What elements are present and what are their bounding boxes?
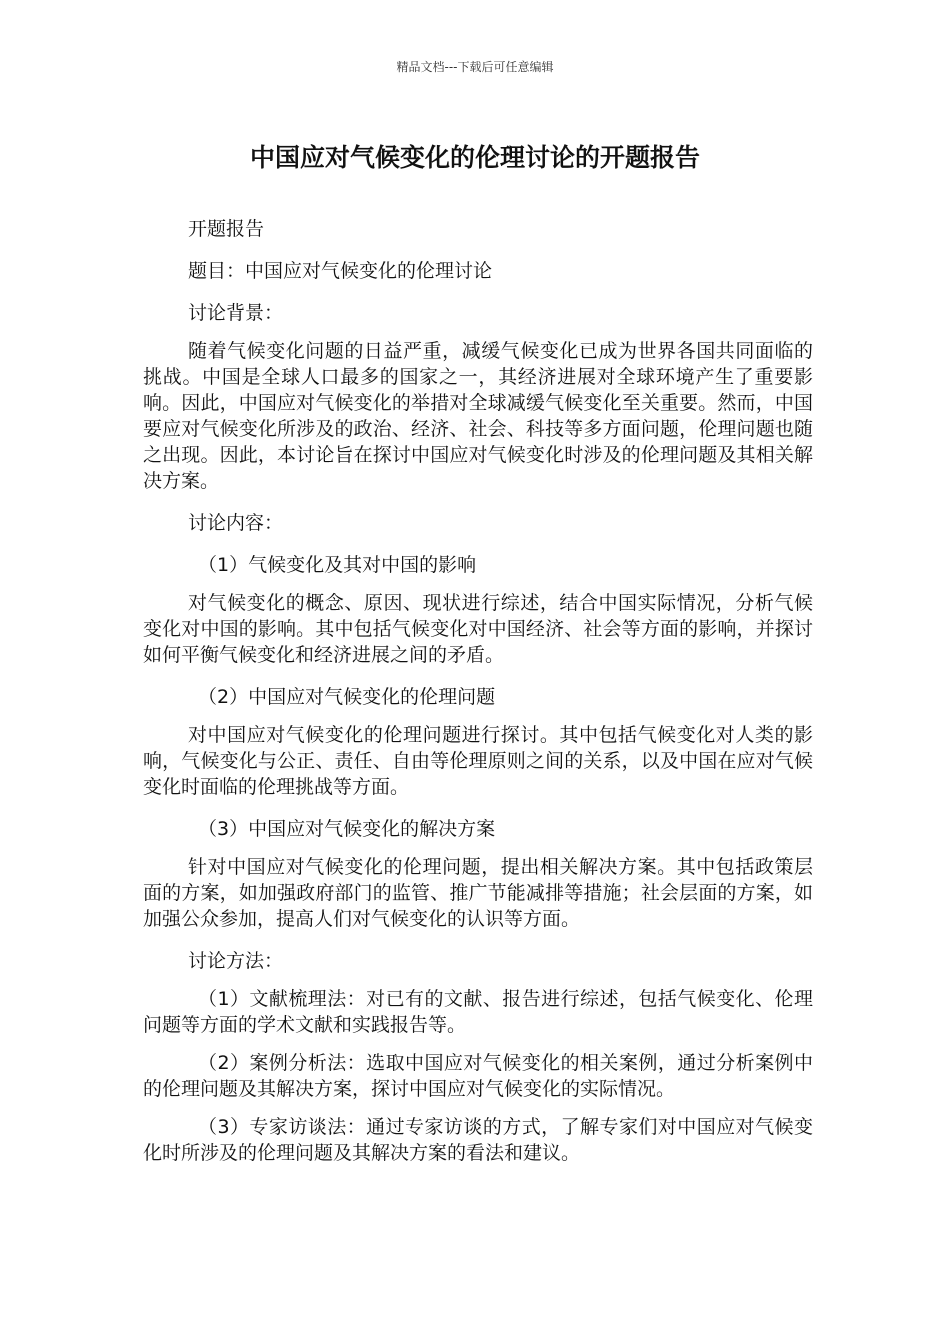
section-label-report: 开题报告 [188, 218, 265, 240]
subheading-solutions: （3）中国应对气候变化的解决方案 [198, 818, 496, 840]
method-literature: （1）文献梳理法：对已有的文献、报告进行综述，包括气候变化、伦理问题等方面的学术文献和实践报告等。 [143, 988, 813, 1036]
header-note: 精品文档---下载后可任意编辑 [396, 60, 554, 74]
document-title: 中国应对气候变化的伦理讨论的开题报告 [249, 143, 700, 172]
subheading-impact: （1）气候变化及其对中国的影响 [198, 554, 477, 576]
topic-line: 题目：中国应对气候变化的伦理讨论 [188, 260, 493, 282]
impact-paragraph: 对气候变化的概念、原因、现状进行综述，结合中国实际情况，分析气候变化对中国的影响。其中包括气候变化对中国经济、社会等方面的影响，并探讨如何平衡气候变化和经济进展之间的矛盾。 [143, 592, 813, 666]
document-body [143, 212, 813, 1178]
section-heading-background: 讨论背景： [188, 302, 284, 324]
method-case-analysis: （2）案例分析法：选取中国应对气候变化的相关案例，通过分析案例中的伦理问题及其解决方案，探讨中国应对气候变化的实际情况。 [143, 1052, 813, 1100]
section-heading-methods: 讨论方法： [188, 950, 284, 972]
solutions-paragraph: 针对中国应对气候变化的伦理问题，提出相关解决方案。其中包括政策层面的方案，如加强政府部门的监管、推广节能减排等措施；社会层面的方案，如加强公众参加，提高人们对气候变化的认识等方面。 [143, 856, 813, 930]
ethics-paragraph: 对中国应对气候变化的伦理问题进行探讨。其中包括气候变化对人类的影响，气候变化与公正、责任、自由等伦理原则之间的关系，以及中国在应对气候变化时面临的伦理挑战等方面。 [143, 724, 813, 798]
background-paragraph: 随着气候变化问题的日益严重，减缓气候变化已成为世界各国共同面临的挑战。中国是全球人口最多的国家之一，其经济进展对全球环境产生了重要影响。因此，中国应对气候变化的举措对全球减缓气候变化至关重要。然而，中国要应对气候变化所涉及的政治、经济、社会、科技等多方面问题，伦理问题也随之出现。因此，本讨论旨在探讨中国应对气候变化时涉及的伦理问题及其相关解决方案。 [143, 340, 813, 492]
section-heading-content: 讨论内容： [188, 512, 284, 534]
subheading-ethics: （2）中国应对气候变化的伦理问题 [198, 686, 496, 708]
method-expert-interview: （3）专家访谈法：通过专家访谈的方式，了解专家们对中国应对气候变化时所涉及的伦理问题及其解决方案的看法和建议。 [143, 1116, 813, 1164]
